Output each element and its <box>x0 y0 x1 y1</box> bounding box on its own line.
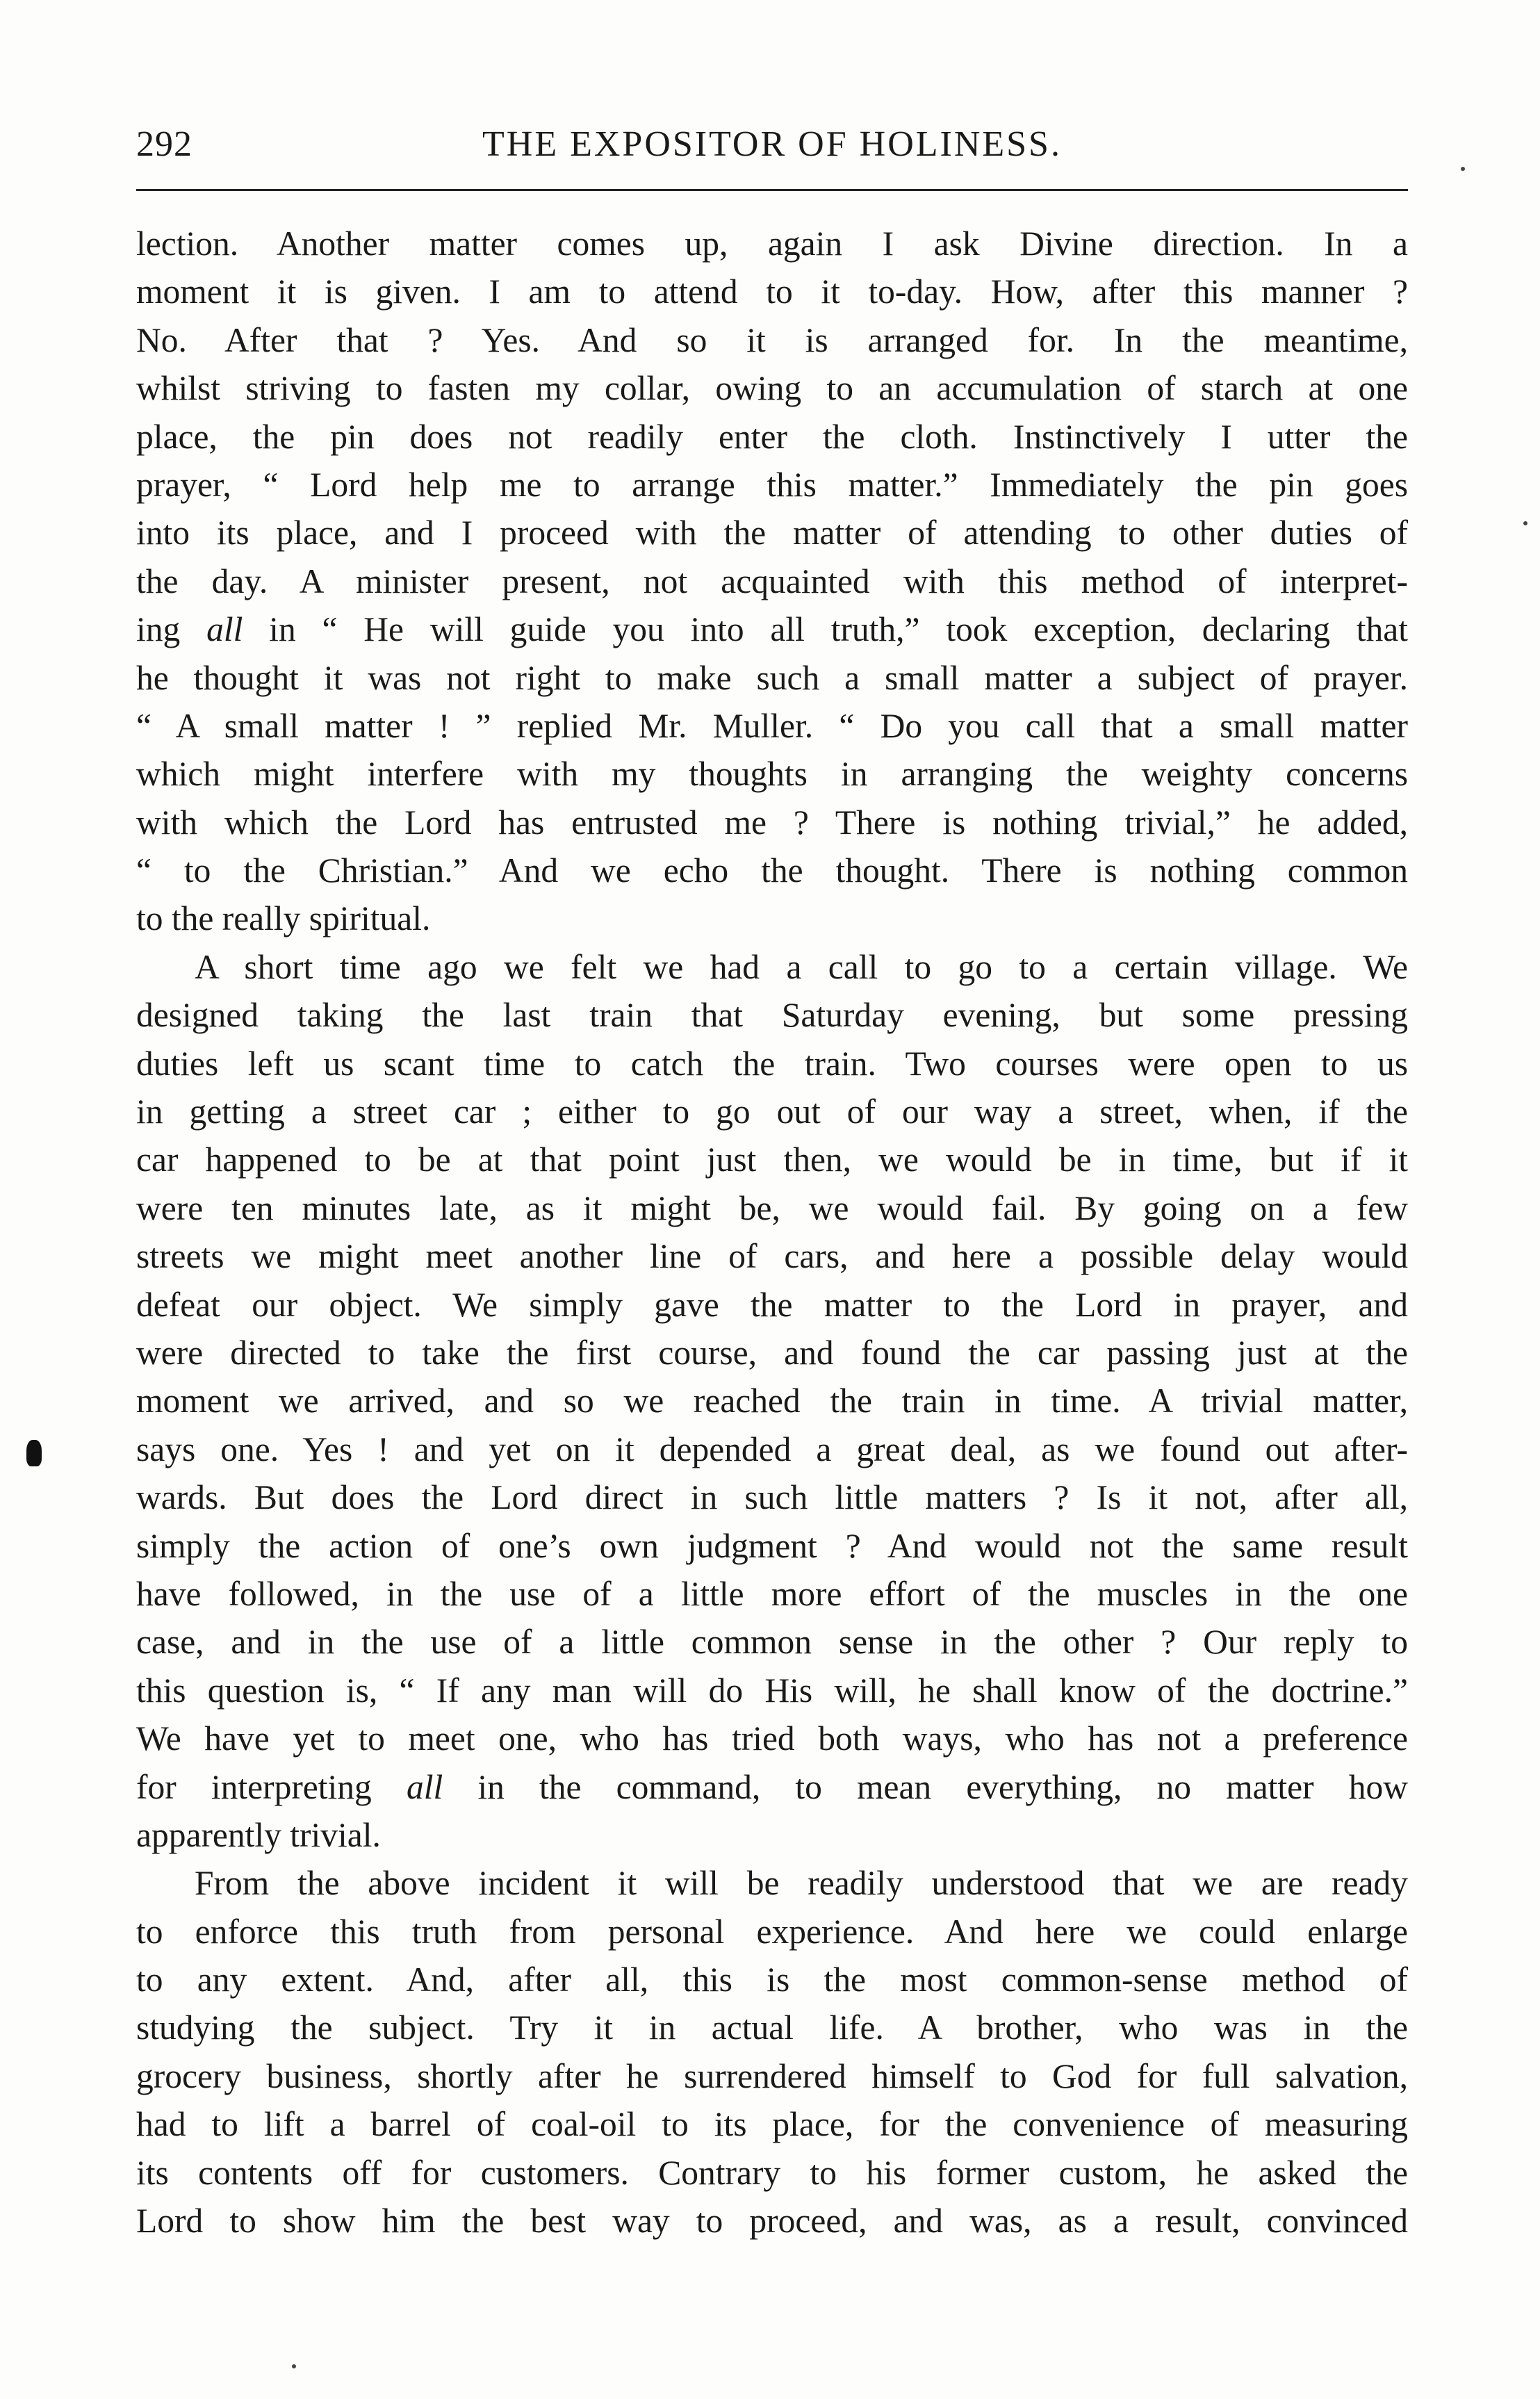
text-line: “ A small matter ! ” replied Mr. Muller. “ Do you call that a small matter <box>136 706 1408 745</box>
text-line-end: in “ He will guide you into all truth,” took exception, declaring that <box>243 610 1409 649</box>
text-line: the day. A minister present, not acquainted with this method of interpret- <box>136 562 1408 600</box>
text-line: he thought it was not right to make such a small matter a subject of prayer. <box>136 658 1408 697</box>
text-line <box>136 1763 1408 1811</box>
stray-dot <box>1461 167 1465 171</box>
text-line: simply the action of one’s own judgment ? And would not the same result <box>136 1526 1408 1565</box>
running-head <box>136 124 1408 172</box>
emphasis-all: all <box>406 1767 443 1806</box>
text-line: says one. Yes ! and yet on it depended a great deal, as we found out after- <box>136 1430 1408 1468</box>
text-line-start: ing <box>136 610 207 649</box>
text-line: designed taking the last train that Saturday evening, but some pressing <box>136 996 1408 1035</box>
body-text <box>136 220 1408 2245</box>
text-line: place, the pin does not readily enter the cloth. Instinctively I utter the <box>136 417 1408 456</box>
text-line: car happened to be at that point just then, we would be in time, but if it <box>136 1140 1408 1179</box>
text-line: to any extent. And, after all, this is the most common-sense method of <box>136 1960 1408 1999</box>
text-line: prayer, “ Lord help me to arrange this matter.” Immediately the pin goes <box>136 465 1408 504</box>
emphasis-all: all <box>206 610 243 649</box>
running-title: THE EXPOSITOR OF HOLINESS. <box>482 124 1062 164</box>
text-line: its contents off for customers. Contrary to his former custom, he asked the <box>136 2153 1408 2192</box>
text-line: We have yet to meet one, who has tried both ways, who has not a preference <box>136 1719 1408 1758</box>
text-line: moment we arrived, and so we reached the train in time. A trivial matter, <box>136 1382 1408 1420</box>
text-line: to the really spiritual. <box>136 899 431 938</box>
text-line-end: in the command, to mean everything, no matter how <box>443 1767 1408 1806</box>
text-line: Lord to show him the best way to proceed, and was, as a result, convinced <box>136 2202 1408 2241</box>
text-line: moment it is given. I am to attend to it to-day. How, after this manner ? <box>136 272 1408 311</box>
text-line: in getting a street car ; either to go out of our way a street, when, if the <box>136 1092 1408 1131</box>
text-line: had to lift a barrel of coal-oil to its place, for the convenience of measuring <box>136 2105 1408 2144</box>
text-line: From the above incident it will be readily understood that we are ready <box>195 1864 1408 1903</box>
text-line: were ten minutes late, as it might be, we would fail. By going on a few <box>136 1188 1408 1227</box>
text-line: streets we might meet another line of cars, and here a possible delay would <box>136 1237 1408 1276</box>
text-line: lection. Another matter comes up, again I ask Divine direction. In a <box>136 224 1408 263</box>
text-line: No. After that ? Yes. And so it is arranged for. In the meantime, <box>136 320 1408 359</box>
text-line: studying the subject. Try it in actual life. A brother, who was in the <box>136 2008 1408 2047</box>
stray-dot <box>292 2364 296 2368</box>
text-line: grocery business, shortly after he surrendered himself to God for full salvation, <box>136 2056 1408 2095</box>
text-line: into its place, and I proceed with the matter of attending to other duties of <box>136 514 1408 552</box>
text-line: A short time ago we felt we had a call to go to a certain village. We <box>195 947 1408 986</box>
stray-dot <box>1523 521 1527 525</box>
text-line: with which the Lord has entrusted me ? There is nothing trivial,” he added, <box>136 803 1408 842</box>
text-line-start: for interpreting <box>136 1767 407 1806</box>
text-line: apparently trivial. <box>136 1815 381 1854</box>
text-line: this question is, “ If any man will do His will, he shall know of the doctrine.” <box>136 1671 1408 1710</box>
margin-ink-mark <box>26 1440 42 1466</box>
text-line: wards. But does the Lord direct in such little matters ? Is it not, after all, <box>136 1478 1408 1517</box>
text-line <box>136 605 1408 653</box>
text-line: to enforce this truth from personal experience. And here we could enlarge <box>136 1912 1408 1951</box>
text-line: defeat our object. We simply gave the matter to the Lord in prayer, and <box>136 1285 1408 1324</box>
text-line: have followed, in the use of a little more effort of the muscles in the one <box>136 1574 1408 1613</box>
text-line: were directed to take the first course, and found the car passing just at the <box>136 1333 1408 1372</box>
text-line: whilst striving to fasten my collar, owing to an accumulation of starch at one <box>136 369 1408 408</box>
text-line: “ to the Christian.” And we echo the thought. There is nothing common <box>136 851 1408 890</box>
text-line: duties left us scant time to catch the train. Two courses were open to us <box>136 1044 1408 1083</box>
text-line: case, and in the use of a little common sense in the other ? Our reply to <box>136 1623 1408 1662</box>
page-number: 292 <box>136 124 192 164</box>
text-line: which might interfere with my thoughts in arranging the weighty concerns <box>136 755 1408 794</box>
header-rule <box>136 189 1408 191</box>
